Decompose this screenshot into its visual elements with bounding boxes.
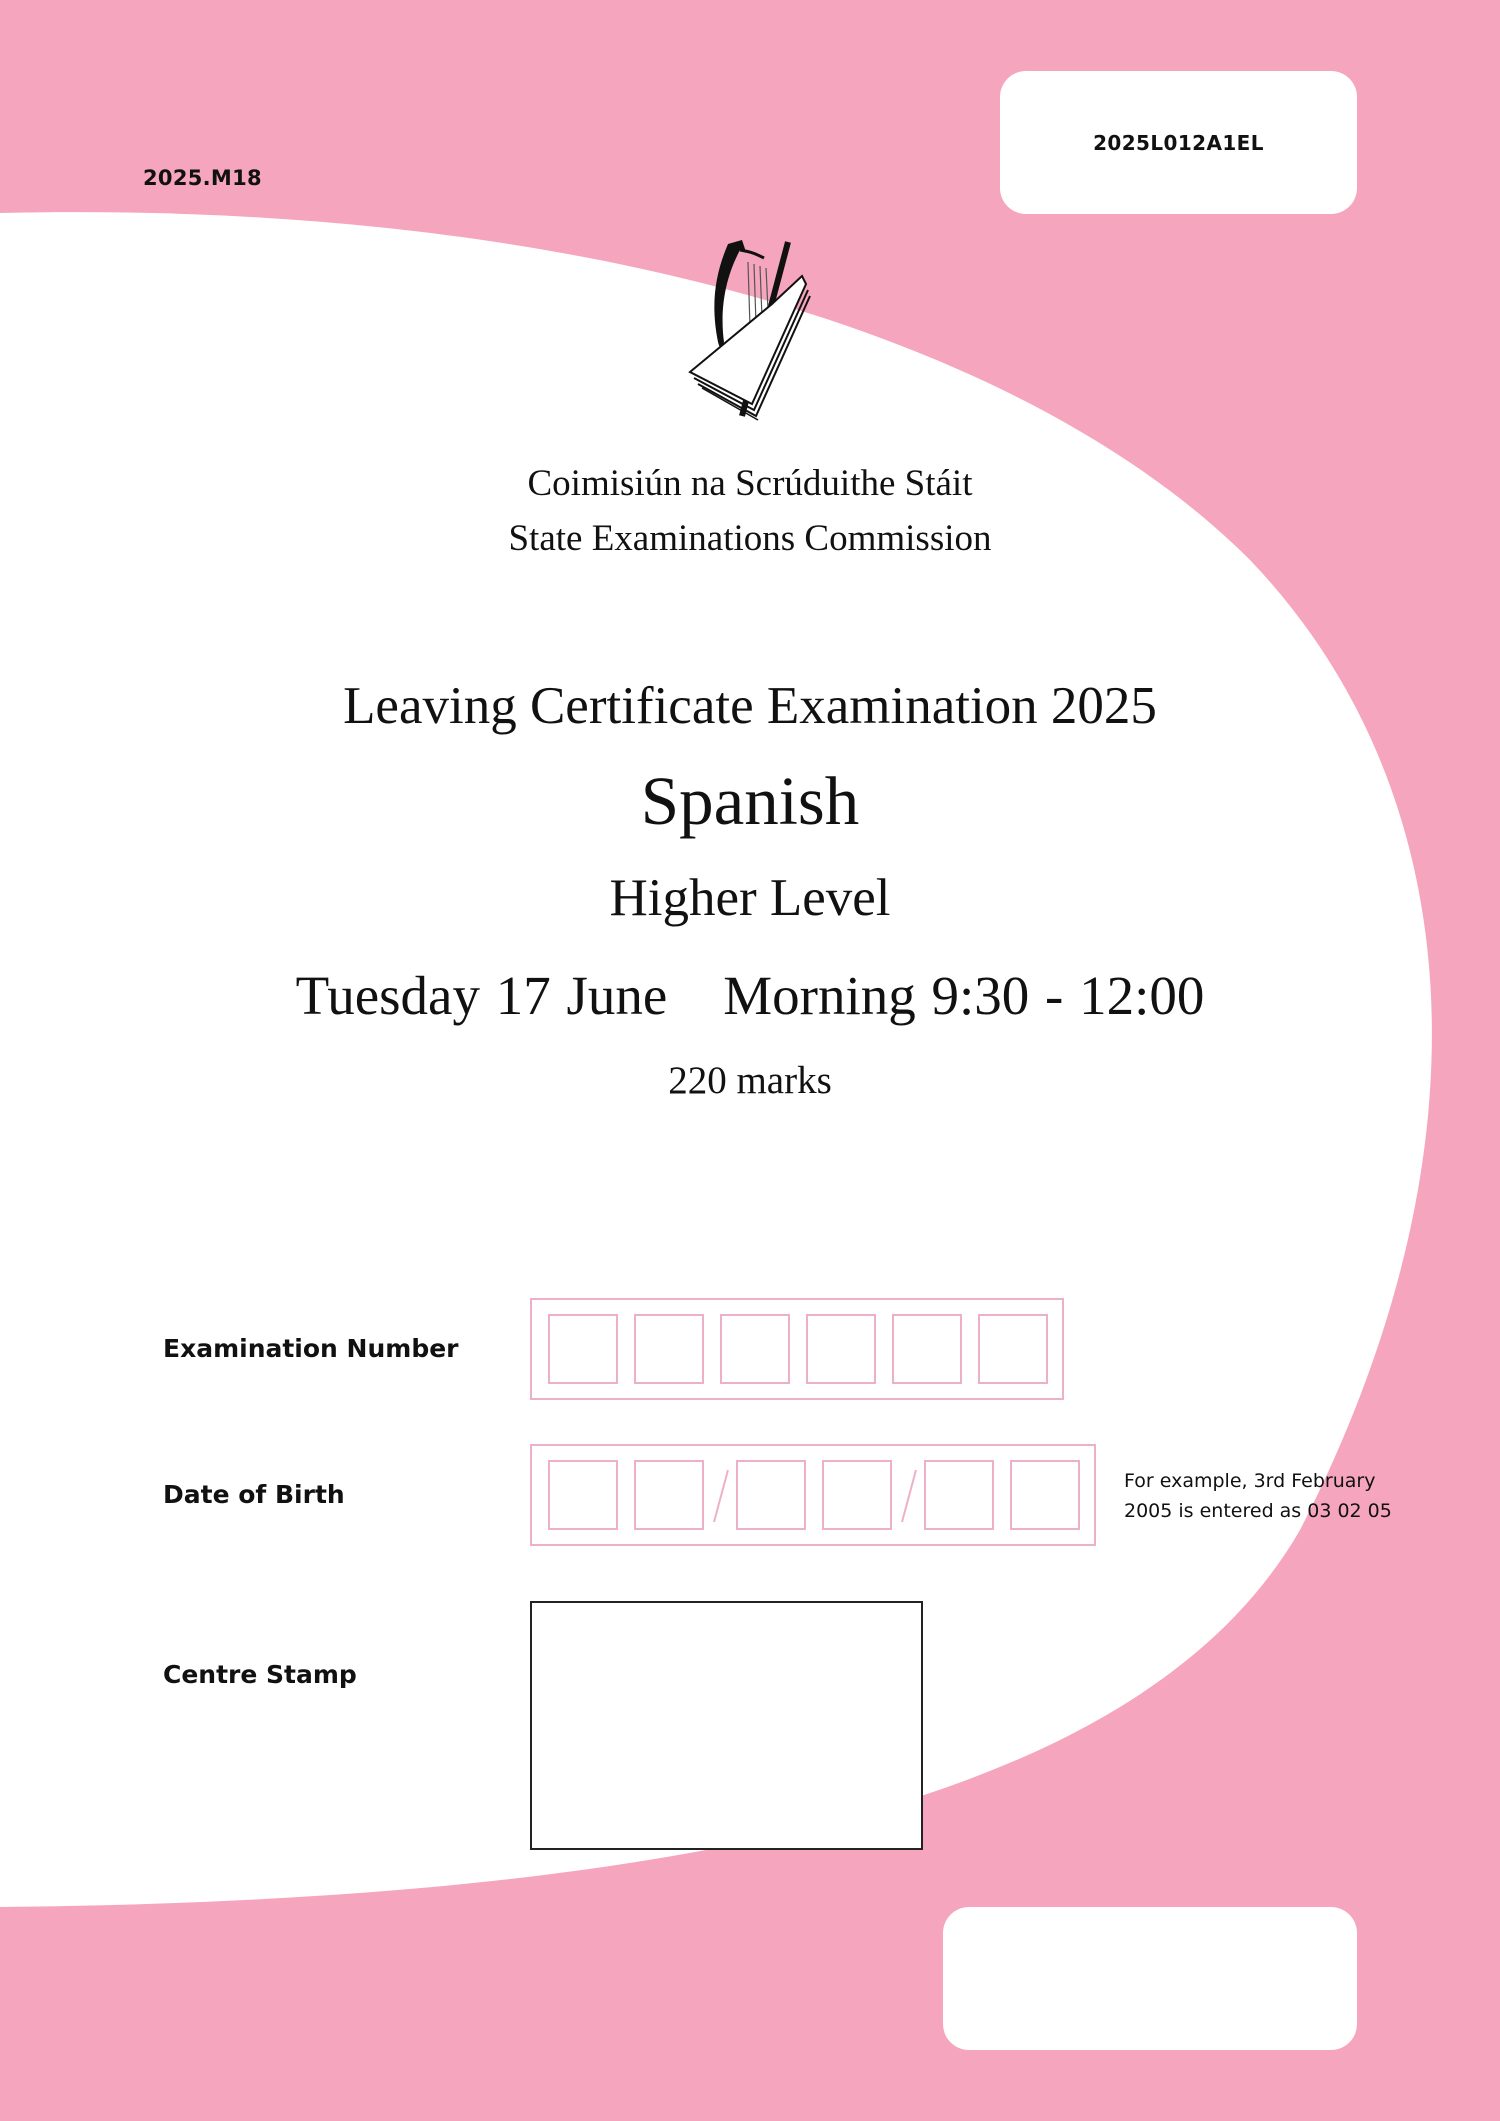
exam-number-digit-box[interactable] bbox=[978, 1314, 1048, 1384]
commission-name-english: State Examinations Commission bbox=[508, 518, 992, 559]
date-example-line: 2005 is entered as 03 02 05 bbox=[1124, 1500, 1392, 1522]
exam-number-digit-box[interactable] bbox=[892, 1314, 962, 1384]
exam-title: Leaving Certificate Examination 2025 bbox=[343, 677, 1157, 735]
date-separator-slash bbox=[712, 1468, 730, 1524]
dob-year-digit-box[interactable] bbox=[924, 1460, 994, 1530]
exam-subject: Spanish bbox=[640, 763, 860, 839]
exam-level: Higher Level bbox=[609, 869, 891, 927]
exam-date: Tuesday 17 June bbox=[295, 965, 668, 1026]
exam-number-digit-box[interactable] bbox=[720, 1314, 790, 1384]
exam-schedule bbox=[0, 964, 1500, 1027]
exam-number-digit-box[interactable] bbox=[634, 1314, 704, 1384]
date-format-example bbox=[1124, 1466, 1392, 1526]
exam-marks: 220 marks bbox=[668, 1059, 832, 1102]
date-separator-slash bbox=[900, 1468, 918, 1524]
bottom-white-box bbox=[943, 1907, 1357, 2050]
date-of-birth-field[interactable] bbox=[530, 1444, 1096, 1546]
centre-stamp-label: Centre Stamp bbox=[163, 1660, 357, 1689]
date-example-line: For example, 3rd February bbox=[1124, 1470, 1376, 1492]
document-code-box bbox=[1000, 71, 1357, 214]
dob-month-digit-box[interactable] bbox=[736, 1460, 806, 1530]
exam-number-digit-box[interactable] bbox=[806, 1314, 876, 1384]
dob-year-digit-box[interactable] bbox=[1010, 1460, 1080, 1530]
dob-day-digit-box[interactable] bbox=[548, 1460, 618, 1530]
document-code: 2025L012A1EL bbox=[1093, 130, 1264, 155]
paper-code: 2025.M18 bbox=[143, 166, 262, 190]
dob-month-digit-box[interactable] bbox=[822, 1460, 892, 1530]
dob-day-digit-box[interactable] bbox=[634, 1460, 704, 1530]
harp-and-book-icon bbox=[680, 232, 820, 422]
exam-number-digit-box[interactable] bbox=[548, 1314, 618, 1384]
date-of-birth-label: Date of Birth bbox=[163, 1480, 345, 1509]
commission-name-irish: Coimisiún na Scrúduithe Stáit bbox=[527, 463, 973, 504]
examination-number-label: Examination Number bbox=[163, 1334, 459, 1363]
examination-number-field[interactable] bbox=[530, 1298, 1064, 1400]
centre-stamp-box bbox=[530, 1601, 923, 1850]
exam-session: Morning 9:30 - 12:00 bbox=[723, 965, 1205, 1026]
